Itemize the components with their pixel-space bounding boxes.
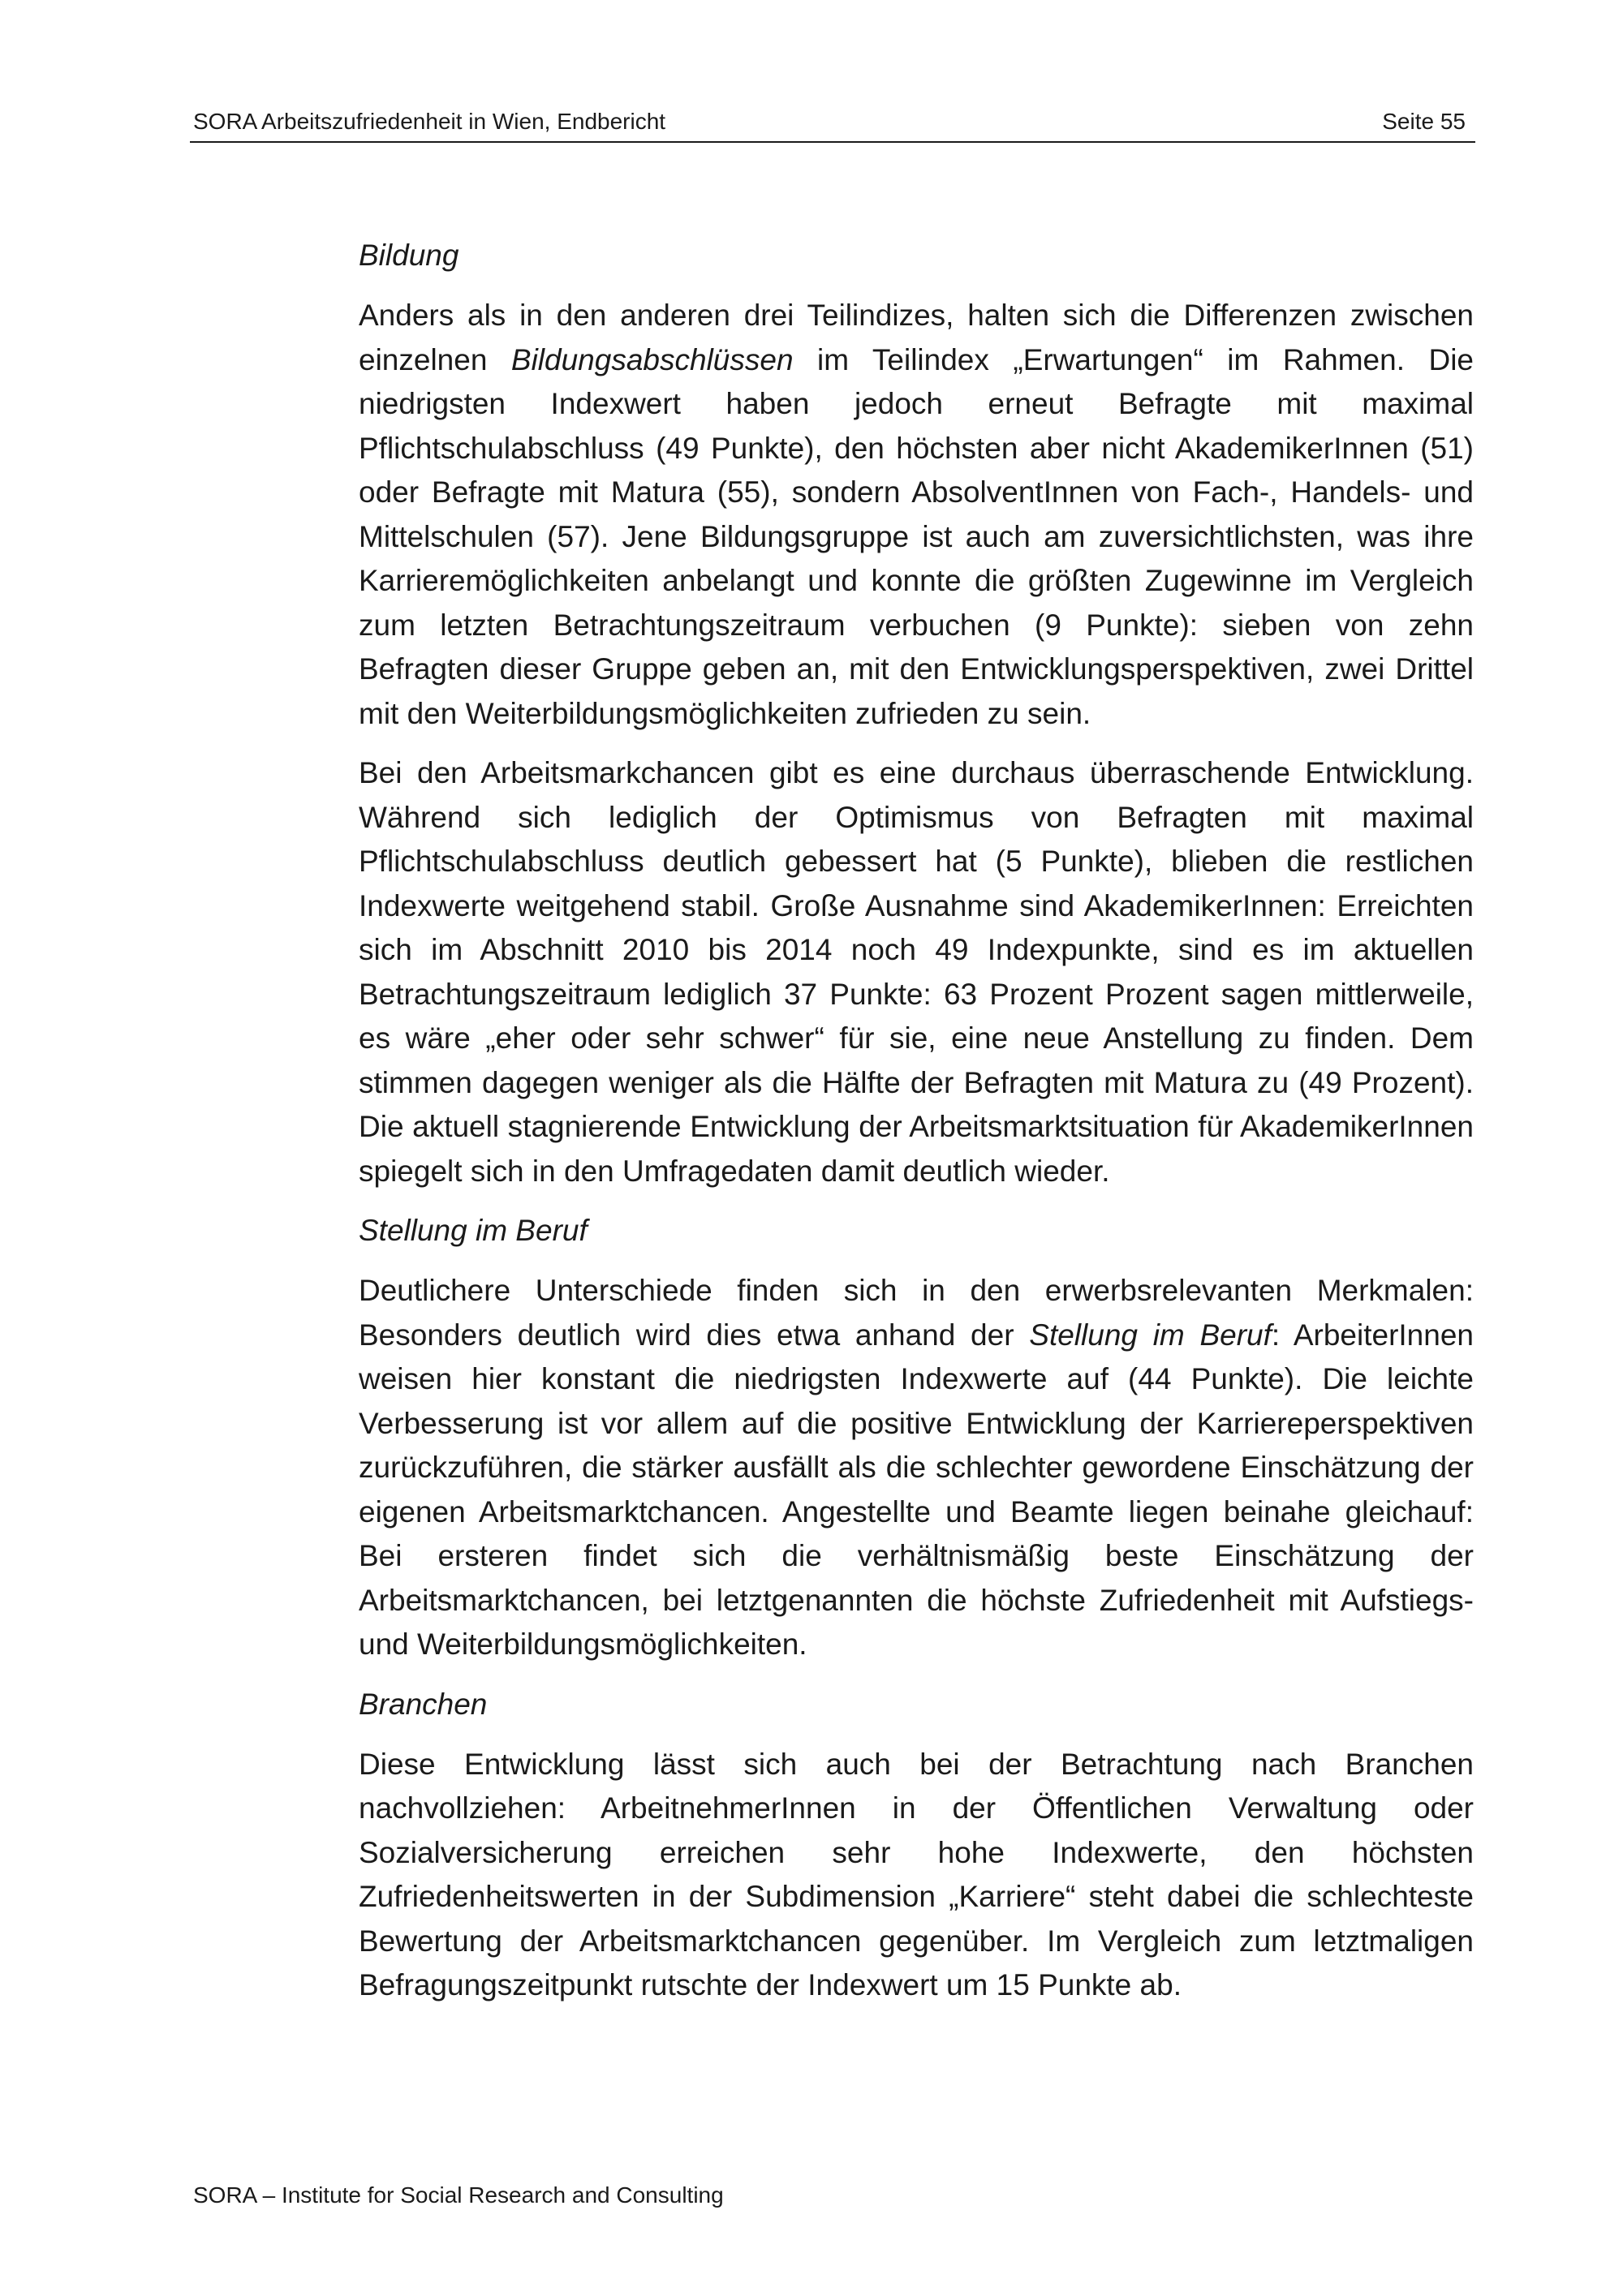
main-content — [359, 234, 1474, 2023]
page-footer: SORA – Institute for Social Research and Consulting — [193, 2182, 724, 2208]
emphasis-text: Bildungsabschlüssen — [510, 342, 794, 376]
paragraph-text: Anders als in den anderen drei Teilindizes, halten sich die Differenzen zwischen einzelnen — [359, 299, 1474, 376]
paragraph-stellung-1 — [359, 1269, 1474, 1667]
paragraph-branchen-1: Diese Entwicklung lässt sich auch bei der Betrachtung nach Branchen nachvollziehen: ArbeitnehmerInnen in der Öffentlichen Verwaltung oder Sozialversicherung erreichen sehr hohe Indexwerte, den höchsten Zufriedenheitswerten in der Subdimension „Karriere“ steht dabei die schlechteste Bewertung der Arbeitsmarktchancen gegenüber. Im Vergleich zum letztmaligen Befragungszeitpunkt rutschte der Indexwert um 15 Punkte ab. — [359, 1747, 1474, 2001]
paragraph-text: Deutlichere Unterschiede finden sich in den erwerbsrelevanten Merkmalen: Besonders deutlich wird dies etwa anhand der — [359, 1274, 1474, 1352]
paragraph-bildung-1 — [359, 294, 1474, 736]
page-number: Seite 55 — [1382, 109, 1466, 134]
paragraph-text: im Teilindex „Erwartungen“ im Rahmen. Die niedrigsten Indexwert haben jedoch erneut Befragte mit maximal Pflichtschulabschluss (49 Punkte), den höchsten aber nicht AkademikerInnen (51) oder Befragte mit Matura (55), sondern AbsolventInnen von Fach-, Handels- und Mittelschulen (57). Jene Bildungsgruppe ist auch am zuversichtlichsten, was ihre Karrieremöglichkeiten anbelangt und konnte die größten Zugewinne im Vergleich zum letzten Betrachtungszeitraum verbuchen (9 Punkte): sieben von zehn Befragten dieser Gruppe geben an, mit den Entwicklungsperspektiven, zwei Drittel mit den Weiterbildungsmöglichkeiten zufrieden zu sein. — [359, 342, 1474, 730]
page-header — [190, 102, 1475, 143]
section-heading-bildung: Bildung — [359, 239, 459, 272]
section-heading-stellung: Stellung im Beruf — [359, 1214, 588, 1247]
emphasis-text: Stellung im Beruf — [1029, 1318, 1272, 1352]
paragraph-text: : ArbeiterInnen weisen hier konstant die niedrigsten Indexwerte auf (44 Punkte). Die leichte Verbesserung ist vor allem auf die positive Entwicklung der Karriereperspektiven zurückzuführen, die stärker ausfällt als die schlechter gewordene Einschätzung der eigenen Arbeitsmarktchancen. Angestellte und Beamte liegen beinahe gleichauf: Bei ersteren findet sich die verhältnismäßig beste Einschätzung der Arbeitsmarktchancen, bei letztgenannten die höchste Zufriedenheit mit Aufstiegs- und Weiterbildungsmöglichkeiten. — [359, 1318, 1474, 1661]
document-title: SORA Arbeitszufriedenheit in Wien, Endbericht — [193, 109, 666, 134]
section-heading-branchen: Branchen — [359, 1687, 488, 1721]
paragraph-bildung-2: Bei den Arbeitsmarkchancen gibt es eine durchaus überraschende Entwicklung. Während sich lediglich der Optimismus von Befragten mit maximal Pflichtschulabschluss deutlich gebessert hat (5 Punkte), blieben die restlichen Indexwerte weitgehend stabil. Große Ausnahme sind AkademikerInnen: Erreichten sich im Abschnitt 2010 bis 2014 noch 49 Indexpunkte, sind es im aktuellen Betrachtungszeitraum lediglich 37 Punkte: 63 Prozent Prozent sagen mittlerweile, es wäre „eher oder sehr schwer“ für sie, eine neue Anstellung zu finden. Dem stimmen dagegen weniger als die Hälfte der Befragten mit Matura zu (49 Prozent). Die aktuell stagnierende Entwicklung der Arbeitsmarktsituation für AkademikerInnen spiegelt sich in den Umfragedaten damit deutlich wieder. — [359, 756, 1474, 1188]
